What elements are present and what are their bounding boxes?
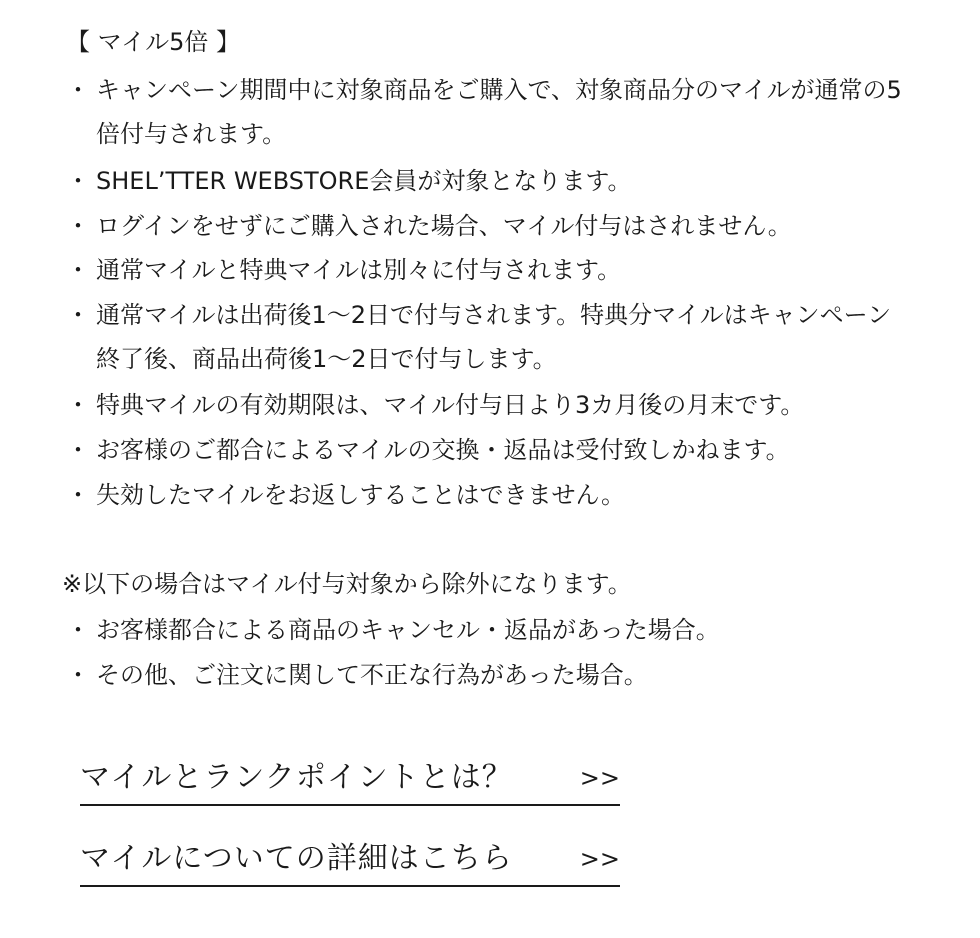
double-chevron-right-icon: >>	[579, 845, 620, 873]
list-item-text: ログインをせずにご購入された場合、マイル付与はされません。	[96, 212, 792, 240]
miles-details-link[interactable]	[80, 833, 620, 887]
list-item-text: お客様都合による商品のキャンセル・返品があった場合。	[96, 616, 720, 644]
list-item-text: 失効したマイルをお返しすることはできません。	[96, 481, 625, 509]
exclusion-note: ※以下の場合はマイル付与対象から除外になります。	[62, 570, 632, 598]
list-item	[66, 653, 906, 697]
list-item	[66, 608, 906, 652]
list-item-text: 通常マイルは出荷後1〜2日で付与されます。特典分マイルはキャンペーン終了後、商品出荷後1〜2日で付与します。	[96, 301, 892, 373]
bullet-icon: ・	[66, 616, 90, 644]
list-item	[66, 383, 906, 427]
list-item-text: その他、ご注文に関して不正な行為があった場合。	[96, 661, 648, 689]
miles-and-rank-points-link[interactable]	[80, 752, 620, 806]
bullet-icon: ・	[66, 661, 90, 689]
bullet-icon: ・	[66, 301, 90, 329]
bullet-icon: ・	[66, 481, 90, 509]
list-item-text: 通常マイルと特典マイルは別々に付与されます。	[96, 256, 622, 284]
double-chevron-right-icon: >>	[579, 764, 620, 792]
list-item	[66, 428, 906, 472]
list-item	[66, 473, 906, 517]
list-item	[66, 248, 906, 292]
list-item-text: 特典マイルの有効期限は、マイル付与日より3カ月後の月末です。	[96, 391, 805, 419]
bullet-icon: ・	[66, 256, 90, 284]
list-item	[66, 68, 906, 156]
link-label: マイルについての詳細はこちら	[80, 841, 513, 876]
bullet-icon: ・	[66, 212, 90, 240]
section-heading: 【 マイル5倍 】	[66, 28, 241, 56]
bullet-icon: ・	[66, 436, 90, 464]
bullet-icon: ・	[66, 391, 90, 419]
list-item	[66, 204, 906, 248]
list-item-text: キャンペーン期間中に対象商品をご購入で、対象商品分のマイルが通常の5倍付与されます。	[96, 76, 902, 148]
list-item-text: お客様のご都合によるマイルの交換・返品は受付致しかねます。	[96, 436, 790, 464]
bullet-icon: ・	[66, 76, 90, 104]
list-item	[66, 293, 906, 381]
list-item	[66, 159, 906, 203]
bullet-icon: ・	[66, 167, 90, 195]
list-item-text: SHEL’TTER WEBSTORE会員が対象となります。	[96, 167, 632, 195]
link-label: マイルとランクポイントとは？	[80, 760, 513, 795]
